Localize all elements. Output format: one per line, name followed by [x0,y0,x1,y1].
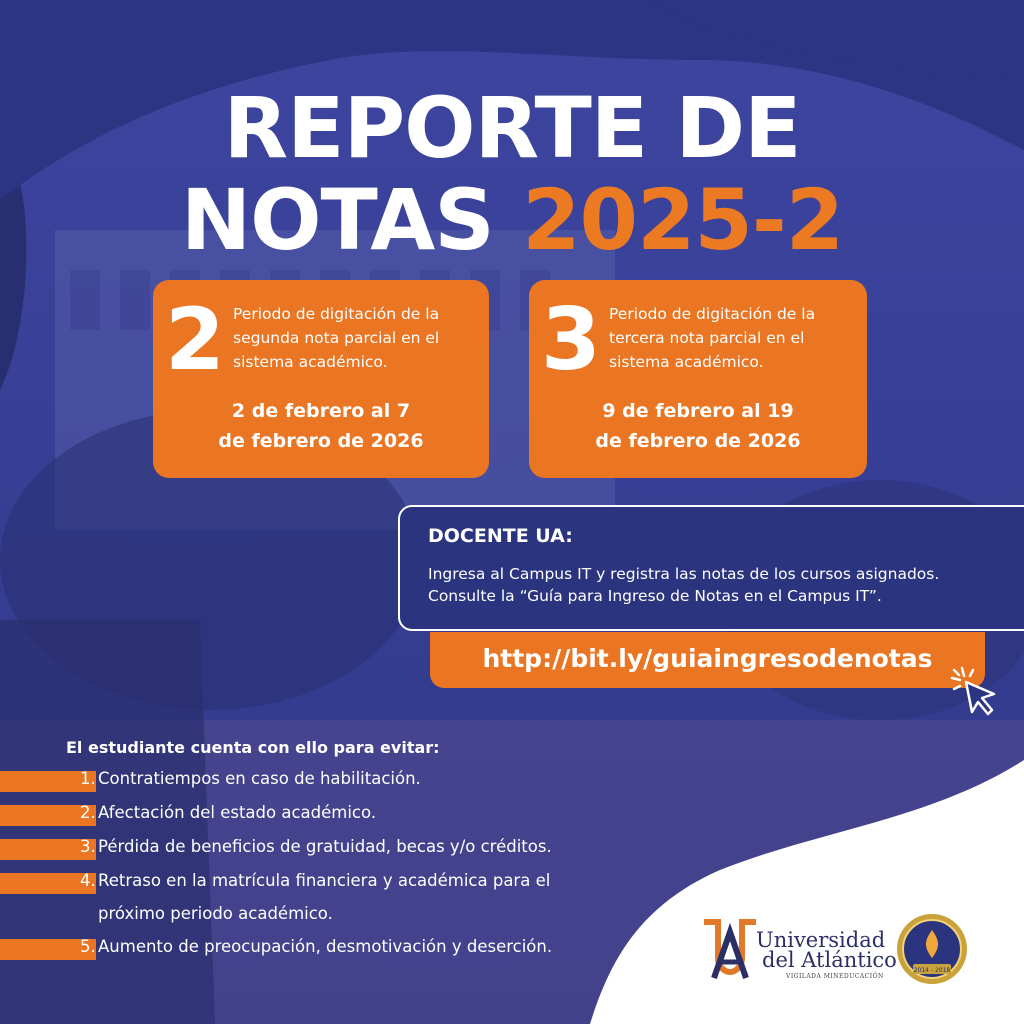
list-item [80,799,376,827]
seal-years: 2014 - 2018 [913,967,951,974]
list-item-number: 4. [80,871,96,890]
list-item-text: Contratiempos en caso de habilitación. [98,769,421,788]
card-description: Periodo de digitación de la segunda nota parcial en el sistema académico. [233,305,440,371]
docente-body [428,563,988,607]
card-number: 3 [541,290,601,390]
list-item-text: Aumento de preocupación, desmotivación y deserción. [98,937,553,956]
card-description: Periodo de digitación de la tercera nota parcial en el sistema académico. [609,305,816,371]
card-dates-line1: 2 de febrero al 7 [231,400,411,422]
university-name-line1: Universidad [756,928,886,952]
accreditation-seal-icon [895,912,969,986]
card-dates [153,396,489,456]
list-item [80,867,550,895]
student-list-heading: El estudiante cuenta con ello para evitar: [66,738,440,757]
university-logo-icon [700,918,760,982]
cursor-click-icon [948,664,1004,720]
list-item-number: 1. [80,769,96,788]
list-item-number: 5. [80,937,96,956]
title-period: 2025-2 [522,171,844,269]
period-card-third-grade [529,280,867,478]
list-item-number: 3. [80,837,96,856]
card-number: 2 [165,290,225,390]
docente-heading: DOCENTE UA: [428,525,573,547]
title-word-notas: NOTAS [180,171,494,269]
card-dates-line1: 9 de febrero al 19 [602,400,794,422]
university-tagline: VIGILADA MINEDUCACIÓN [786,973,884,980]
list-item-text: Retraso en la matrícula financiera y académica para el [98,871,551,890]
list-item-text: Afectación del estado académico. [98,803,377,822]
list-item-number: 2. [80,803,96,822]
page-title-line1: REPORTE DE [223,79,801,177]
docente-body-line1: Ingresa al Campus IT y registra las notas de los cursos asignados. [428,565,940,583]
university-name-line2: del Atlántico [762,948,897,972]
docente-info-box [398,505,1024,631]
guide-link[interactable]: http://bit.ly/guiaingresodenotas [430,632,985,688]
card-dates-line2: de febrero de 2026 [595,430,801,452]
card-dates [529,396,867,456]
list-item-continuation: próximo periodo académico. [98,904,333,923]
list-item [80,933,552,961]
list-item [80,833,552,861]
list-item [80,765,421,793]
card-dates-line2: de febrero de 2026 [218,430,424,452]
docente-body-line2: Consulte la “Guía para Ingreso de Notas en el Campus IT”. [428,587,882,605]
period-card-second-grade [153,280,489,478]
list-item-text: Pérdida de beneficios de gratuidad, becas y/o créditos. [98,837,552,856]
page-title-line2 [0,172,1024,268]
